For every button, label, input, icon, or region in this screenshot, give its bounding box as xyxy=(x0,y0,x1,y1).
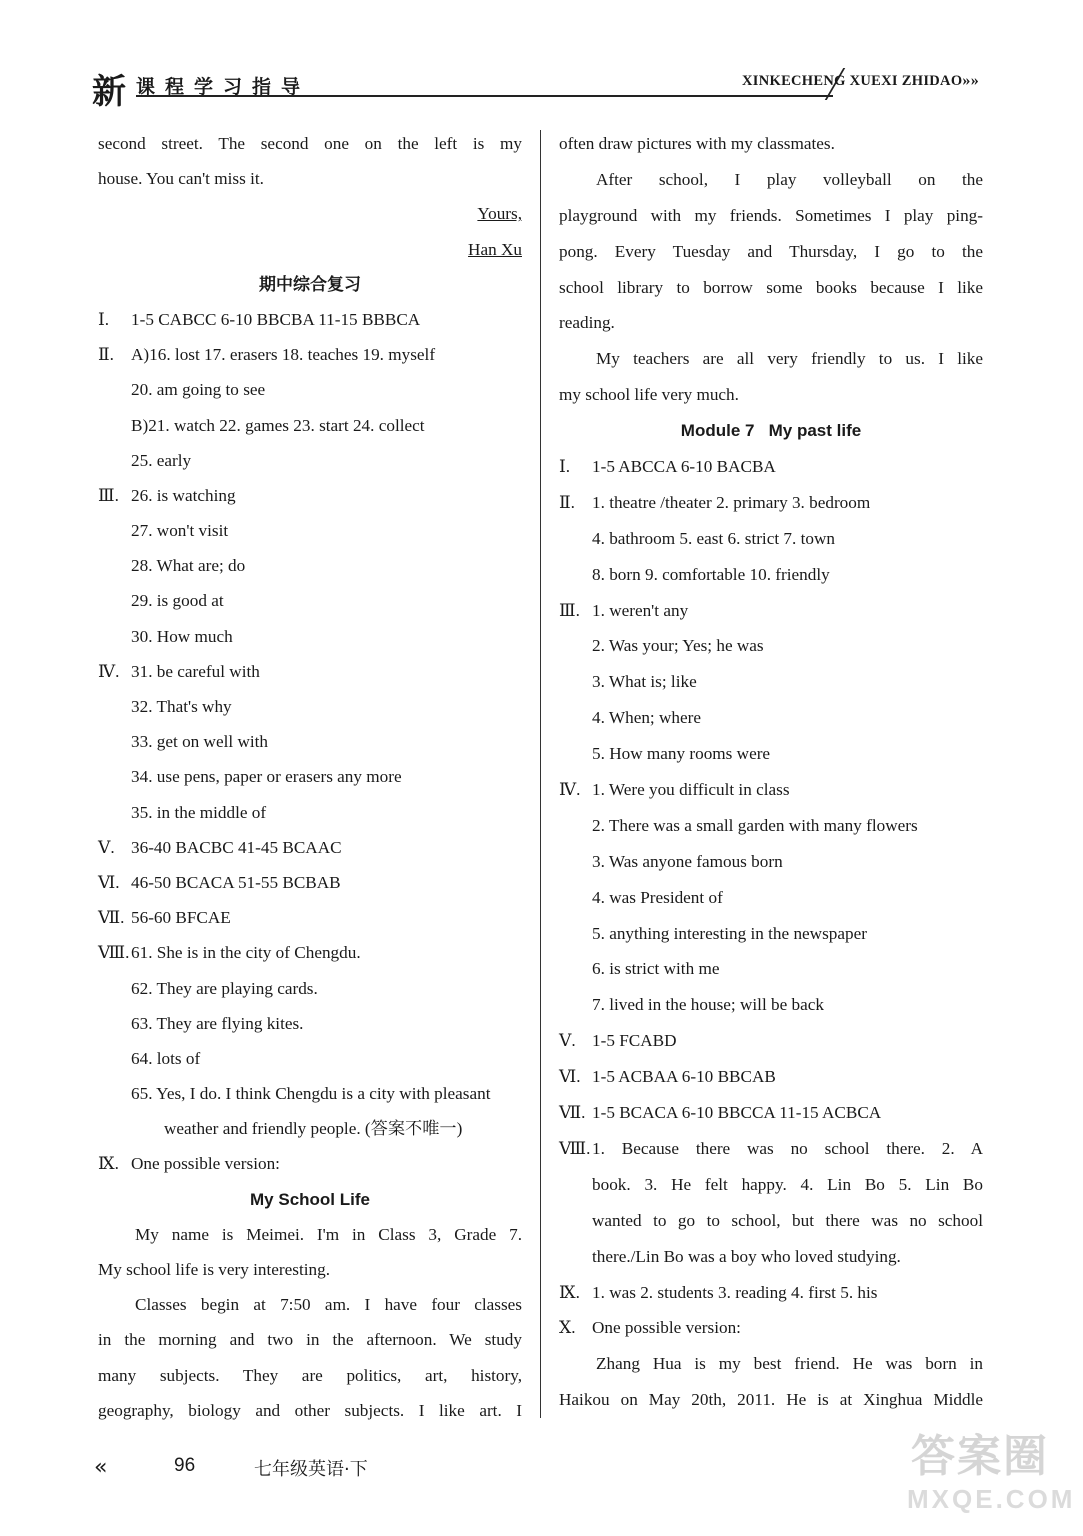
answer-line: there./Lin Bo was a boy who loved studying. xyxy=(592,1246,901,1266)
roman-numeral: Ⅱ. xyxy=(98,345,114,365)
answer-line: 27. won't visit xyxy=(131,521,229,541)
watermark xyxy=(903,1420,1076,1530)
double-chevron-right-icon: »» xyxy=(962,72,980,89)
roman-numeral: Ⅵ. xyxy=(98,872,120,892)
essay-line: Haikou on May 20th, 2011. He is at Xinghua Middle xyxy=(559,1390,983,1410)
letter-signature: Han Xu xyxy=(468,239,522,259)
essay-line: my school life very much. xyxy=(559,385,739,405)
header-brand xyxy=(742,72,979,90)
roman-numeral: Ⅴ. xyxy=(98,837,115,857)
answer-line: 4. was President of xyxy=(592,887,723,907)
answer-line: Ⅷ. 1. Because there was no school there. 2. A xyxy=(559,1131,983,1167)
answer-line: 6. is strict with me xyxy=(592,959,720,979)
answer-line: Ⅱ. 1. theatre /theater 2. primary 3. bedroom xyxy=(559,485,983,521)
answer-line: Ⅰ. 1-5 ABCCA 6-10 BACBA xyxy=(559,449,983,485)
answer-line: 34. use pens, paper or erasers any more xyxy=(131,767,402,787)
roman-numeral: Ⅹ. xyxy=(559,1318,576,1338)
roman-numeral: Ⅵ. xyxy=(559,1067,581,1087)
answer-line: 3. What is; like xyxy=(592,672,697,692)
roman-numeral: Ⅸ. xyxy=(559,1282,580,1302)
roman-numeral: Ⅷ. xyxy=(98,943,130,963)
answer-line: 25. early xyxy=(131,450,192,470)
page-header xyxy=(92,62,992,112)
essay-line: Classes begin at 7:50 am. I have four classes xyxy=(135,1295,522,1315)
watermark-logo-text: 答案圈 xyxy=(911,1431,1049,1482)
answer-line: 5. anything interesting in the newspaper xyxy=(592,923,867,943)
essay-title: My School Life xyxy=(250,1189,370,1209)
answer-line: Ⅱ. A)16. lost 17. erasers 18. teaches 19. myself xyxy=(98,337,522,372)
roman-numeral: Ⅶ. xyxy=(98,908,125,928)
essay-line: Zhang Hua is my best friend. He was born in xyxy=(596,1354,983,1374)
answer-line: Ⅳ. 31. be careful with xyxy=(98,654,522,689)
roman-numeral: Ⅶ. xyxy=(559,1103,586,1123)
answer-line: Ⅴ. 36-40 BACBC 41-45 BCAAC xyxy=(98,830,522,865)
essay-line: geography, biology and other subjects. I like art. I xyxy=(98,1400,522,1420)
answer-line: Ⅹ. One possible version: xyxy=(559,1310,983,1346)
roman-numeral: Ⅰ. xyxy=(98,309,110,329)
answer-line: Ⅲ. 1. weren't any xyxy=(559,593,983,629)
essay-line: pong. Every Tuesday and Thursday, I go to the xyxy=(559,241,983,261)
answer-line: 63. They are flying kites. xyxy=(131,1013,304,1033)
roman-numeral: Ⅲ. xyxy=(559,600,580,620)
answer-line: 65. Yes, I do. I think Chengdu is a city with pleasant xyxy=(131,1084,491,1104)
answer-line: Ⅸ. One possible version: xyxy=(98,1146,522,1181)
watermark-url: MXQE.COM xyxy=(907,1484,1076,1514)
essay-line: often draw pictures with my classmates. xyxy=(559,134,835,153)
page-number: 96 xyxy=(174,1455,196,1476)
answer-line: 5. How many rooms were xyxy=(592,744,771,764)
answer-line: 8. born 9. comfortable 10. friendly xyxy=(592,564,830,584)
column-divider xyxy=(540,130,541,1418)
module-title: Module 7 My past life xyxy=(680,421,862,441)
answer-line: Ⅷ.61. She is in the city of Chengdu. xyxy=(98,935,522,970)
answer-line: Ⅴ. 1-5 FCABD xyxy=(559,1023,983,1059)
essay-line: After school, I play volleyball on the xyxy=(596,169,983,189)
answer-line: 4. When; where xyxy=(592,708,701,728)
left-column xyxy=(98,126,522,1428)
section-title: 期中综合复习 xyxy=(259,274,361,294)
roman-numeral: Ⅴ. xyxy=(559,1031,576,1051)
roman-numeral: Ⅱ. xyxy=(559,492,575,512)
answer-line: Ⅰ. 1-5 CABCC 6-10 BBCBA 11-15 BBBCA xyxy=(98,302,522,337)
answer-line: 29. is good at xyxy=(131,591,224,611)
answer-line: 2. There was a small garden with many flowers xyxy=(592,815,918,835)
answer-line: 28. What are; do xyxy=(131,556,246,576)
roman-numeral: Ⅳ. xyxy=(98,661,120,681)
essay-line: playground with my friends. Sometimes I play ping- xyxy=(559,205,983,225)
answer-line: 33. get on well with xyxy=(131,732,269,752)
double-chevron-left-icon: « xyxy=(94,1455,108,1480)
answer-line: book. 3. He felt happy. 4. Lin Bo 5. Lin Bo xyxy=(592,1174,983,1194)
answer-line: 32. That's why xyxy=(131,697,232,716)
essay-line: My teachers are all very friendly to us. I like xyxy=(596,349,983,369)
text-line: second street. The second one on the left is my xyxy=(98,134,522,153)
roman-numeral: Ⅸ. xyxy=(98,1154,119,1174)
essay-line: many subjects. They are politics, art, history, xyxy=(98,1365,522,1385)
essay-line: reading. xyxy=(559,313,615,333)
essay-line: My name is Meimei. I'm in Class 3, Grade 7. xyxy=(135,1224,522,1244)
answer-line: Ⅳ. 1. Were you difficult in class xyxy=(559,772,983,808)
right-column xyxy=(559,126,983,1418)
header-title: 课程学习指导 xyxy=(136,76,311,98)
answer-line: 64. lots of xyxy=(131,1048,201,1068)
header-rule xyxy=(136,95,833,97)
book-title: 七年级英语·下 xyxy=(254,1459,368,1480)
answer-line: 35. in the middle of xyxy=(131,802,267,822)
header-logo-char: 新 xyxy=(92,72,124,112)
roman-numeral: Ⅳ. xyxy=(559,780,581,800)
roman-numeral: Ⅰ. xyxy=(559,457,571,477)
roman-numeral: Ⅲ. xyxy=(98,485,119,505)
answer-line: 62. They are playing cards. xyxy=(131,978,318,998)
answer-line: 7. lived in the house; will be back xyxy=(592,995,824,1015)
essay-line: school library to borrow some books because I like xyxy=(559,277,983,297)
page-footer xyxy=(94,1455,994,1485)
essay-line: My school life is very interesting. xyxy=(98,1260,330,1279)
answer-line: 3. Was anyone famous born xyxy=(592,851,783,871)
answer-line: 20. am going to see xyxy=(131,380,266,400)
essay-line: in the morning and two in the afternoon. We study xyxy=(98,1330,522,1350)
answer-line: Ⅶ. 1-5 BCACA 6-10 BBCCA 11-15 ACBCA xyxy=(559,1095,983,1131)
answer-line: weather and friendly people. (答案不唯一) xyxy=(164,1119,463,1139)
header-brand-text: XINKECHENG XUEXI ZHIDAO xyxy=(742,73,963,89)
answer-line: Ⅸ. 1. was 2. students 3. reading 4. first 5. his xyxy=(559,1275,983,1311)
answer-line: Ⅶ. 56-60 BFCAE xyxy=(98,900,522,935)
answer-line: 2. Was your; Yes; he was xyxy=(592,636,764,656)
text-line: house. You can't miss it. xyxy=(98,169,264,189)
answer-line: 4. bathroom 5. east 6. strict 7. town xyxy=(592,528,835,548)
answer-line: wanted to go to school, but there was no school xyxy=(592,1210,983,1230)
answer-line: Ⅵ. 1-5 ACBAA 6-10 BBCAB xyxy=(559,1059,983,1095)
roman-numeral: Ⅷ. xyxy=(559,1138,591,1158)
answer-line: Ⅵ. 46-50 BCACA 51-55 BCBAB xyxy=(98,865,522,900)
answer-line: 30. How much xyxy=(131,626,233,646)
answer-line: B)21. watch 22. games 23. start 24. collect xyxy=(131,415,425,435)
letter-closing: Yours, xyxy=(477,204,522,224)
answer-line: Ⅲ. 26. is watching xyxy=(98,478,522,513)
